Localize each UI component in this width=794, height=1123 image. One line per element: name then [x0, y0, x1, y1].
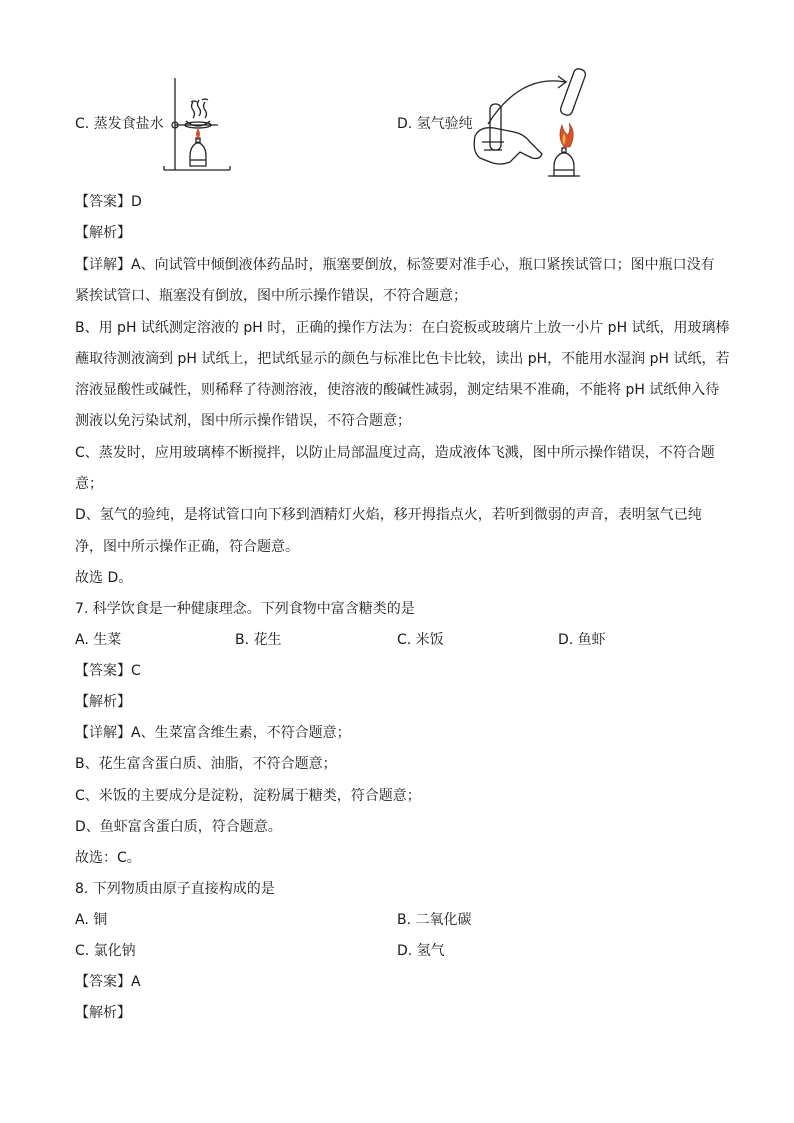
- q6-answer: 【答案】D: [75, 194, 142, 210]
- q7-answer: 【答案】C: [75, 663, 141, 679]
- figure-c-label: C. 蒸发食盐水: [75, 116, 164, 132]
- q8-analysis-heading: 【解析】: [75, 1005, 131, 1021]
- q6-conclusion: 故选 D。: [75, 570, 133, 586]
- q6-analysis-heading: 【解析】: [75, 225, 131, 241]
- q7-option-c: C. 米饭: [397, 632, 444, 648]
- hydrogen-purity-test-figure: [470, 62, 610, 182]
- q7-option-a: A. 生菜: [75, 632, 122, 648]
- q7-option-b: B. 花生: [235, 632, 282, 648]
- figure-d-label: D. 氢气验纯: [397, 116, 473, 132]
- q8-option-d: D. 氢气: [397, 943, 445, 959]
- q7-analysis-heading: 【解析】: [75, 694, 131, 710]
- q6-detail-line: 意；: [75, 476, 103, 492]
- q6-detail-line: 溶液显酸性或碱性，则稀释了待测溶液，使溶液的酸碱性减弱，测定结果不准确，不能将 pH 试纸伸入待: [75, 382, 720, 398]
- q7-detail-line: 【详解】A、生菜富含维生素，不符合题意；: [75, 725, 351, 741]
- q6-detail-line: B、用 pH 试纸测定溶液的 pH 时，正确的操作方法为：在白瓷板或玻璃片上放一小片 pH 试纸，用玻璃棒: [75, 320, 730, 336]
- q6-detail-line: 测液以免污染试剂，图中所示操作错误，不符合题意；: [75, 413, 411, 429]
- q6-detail-line: D、氢气的验纯，是将试管口向下移到酒精灯火焰，移开拇指点火，若听到微弱的声音，表明氢气已纯: [75, 507, 702, 523]
- q8-option-b: B. 二氧化碳: [397, 912, 472, 928]
- q6-detail-line: 净，图中所示操作正确，符合题意。: [75, 539, 299, 555]
- q6-detail-line: 紧挨试管口、瓶塞没有倒放，图中所示操作错误，不符合题意；: [75, 288, 467, 304]
- q7-detail-line: D、鱼虾富含蛋白质，符合题意。: [75, 819, 282, 835]
- q6-detail-line: C、蒸发时，应用玻璃棒不断搅拌，以防止局部温度过高，造成液体飞溅，图中所示操作错误，不符合题: [75, 445, 715, 461]
- q7-conclusion: 故选：C。: [75, 850, 141, 866]
- q7-detail-line: B、花生富含蛋白质、油脂，不符合题意；: [75, 756, 337, 772]
- q8-option-c: C. 氯化钠: [75, 943, 136, 959]
- evaporation-apparatus-figure: [160, 76, 240, 176]
- q6-detail-line: 蘸取待测液滴到 pH 试纸上，把试纸显示的颜色与标准比色卡比较，读出 pH，不能用水湿润 pH 试纸，若: [75, 351, 730, 367]
- q8-option-a: A. 铜: [75, 912, 108, 928]
- q8-answer: 【答案】A: [75, 974, 141, 990]
- q8-stem: 8. 下列物质由原子直接构成的是: [75, 881, 275, 897]
- q7-option-d: D. 鱼虾: [558, 632, 606, 648]
- q7-detail-line: C、米饭的主要成分是淀粉，淀粉属于糖类，符合题意；: [75, 788, 421, 804]
- q7-stem: 7. 科学饮食是一种健康理念。下列食物中富含糖类的是: [75, 601, 415, 617]
- q6-detail-line: 【详解】A、向试管中倾倒液体药品时，瓶塞要倒放，标签要对准手心，瓶口紧挨试管口；图中瓶口没有: [75, 257, 715, 273]
